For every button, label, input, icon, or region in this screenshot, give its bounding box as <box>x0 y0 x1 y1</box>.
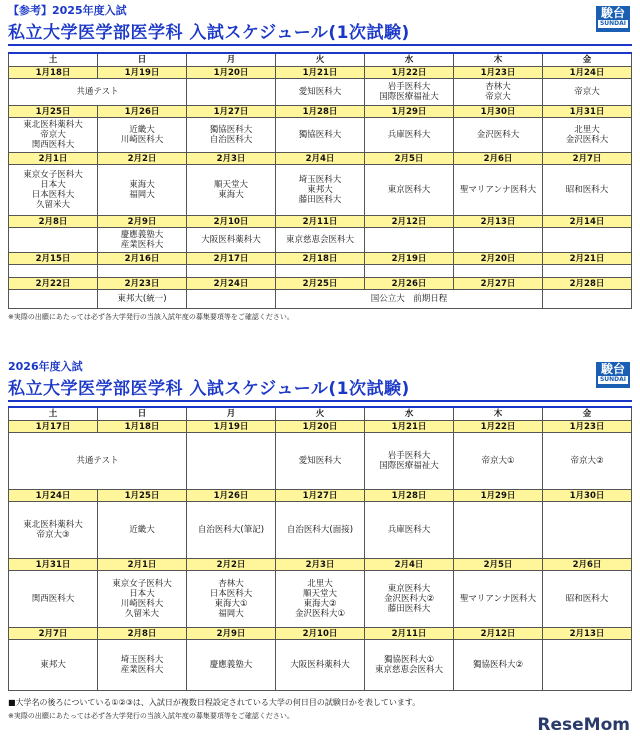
date-cell: 1月22日 <box>365 67 454 79</box>
exam-cell <box>9 165 98 216</box>
date-cell: 2月7日 <box>9 628 98 640</box>
exam-cell <box>365 265 454 278</box>
weekday-header: 月 <box>187 407 276 421</box>
university-name: 兵庫医科大 <box>387 525 431 535</box>
exam-cell <box>543 165 632 216</box>
university-name: 慶應義塾大 <box>120 230 164 240</box>
date-cell: 1月26日 <box>187 490 276 502</box>
exam-cell <box>9 265 98 278</box>
university-name: 帝京大 <box>40 130 66 140</box>
date-cell: 1月28日 <box>365 490 454 502</box>
exam-cell <box>543 228 632 253</box>
date-cell: 2月20日 <box>454 253 543 265</box>
university-name: 獨協医科大 <box>209 125 253 135</box>
university-name: 日本医科大 <box>31 190 75 200</box>
exam-cell <box>9 502 98 559</box>
university-name: 北里大 <box>307 579 333 589</box>
date-cell: 2月1日 <box>9 153 98 165</box>
university-name: 帝京大 <box>485 92 511 102</box>
date-cell: 1月26日 <box>98 106 187 118</box>
weekday-header: 日 <box>98 53 187 67</box>
university-name: 共通テスト <box>76 87 119 97</box>
university-name: 昭和医科大 <box>565 594 609 604</box>
exam-cell <box>543 79 632 106</box>
exam-cell <box>276 118 365 153</box>
date-cell: 1月19日 <box>187 421 276 433</box>
date-cell: 1月17日 <box>9 421 98 433</box>
note-2026: ※実際の出願にあたっては必ず各大学発行の当該入試年度の募集要項等をご確認ください。 <box>8 712 294 720</box>
university-name: 帝京大① <box>481 456 515 466</box>
date-cell: 2月3日 <box>276 559 365 571</box>
date-cell: 1月29日 <box>365 106 454 118</box>
date-cell: 2月13日 <box>454 216 543 228</box>
exam-cell <box>187 433 276 490</box>
weekday-header: 火 <box>276 407 365 421</box>
university-name: 東京女子医科大 <box>112 579 172 589</box>
exam-cell <box>98 502 187 559</box>
date-cell: 1月23日 <box>454 67 543 79</box>
weekday-header: 火 <box>276 53 365 67</box>
exam-cell <box>365 640 454 691</box>
date-cell: 2月4日 <box>276 153 365 165</box>
exam-cell <box>187 502 276 559</box>
exam-cell <box>187 118 276 153</box>
university-name: 東京慈恵会医科大 <box>285 235 354 245</box>
university-name: 川崎医科大 <box>120 599 164 609</box>
university-name: 東邦大 <box>40 660 66 670</box>
university-name: 藤田医科大 <box>298 195 342 205</box>
date-cell: 2月9日 <box>187 628 276 640</box>
exam-cell <box>543 290 632 309</box>
date-cell: 1月22日 <box>454 421 543 433</box>
date-cell: 1月30日 <box>543 490 632 502</box>
university-name: 関西医科大 <box>31 140 75 150</box>
university-name: 岩手医科大 <box>387 82 431 92</box>
date-cell: 1月21日 <box>365 421 454 433</box>
university-name: 大阪医科薬科大 <box>290 660 350 670</box>
date-cell: 1月27日 <box>187 106 276 118</box>
date-cell: 2月21日 <box>543 253 632 265</box>
exam-cell <box>276 290 543 309</box>
date-cell: 2月9日 <box>98 216 187 228</box>
exam-cell <box>543 433 632 490</box>
date-cell: 2月3日 <box>187 153 276 165</box>
exam-cell <box>454 502 543 559</box>
university-name: 自治医科大 <box>209 135 253 145</box>
weekday-header: 金 <box>543 53 632 67</box>
title-2026: 私立大学医学部医学科 入試スケジュール(1次試験) <box>8 379 410 399</box>
university-name: 金沢医科大② <box>383 594 435 604</box>
date-cell: 2月5日 <box>365 153 454 165</box>
university-name: 自治医科大(筆記) <box>197 525 265 535</box>
university-name: 東北医科薬科大 <box>23 120 83 130</box>
exam-cell <box>9 640 98 691</box>
exam-cell <box>454 265 543 278</box>
university-name: 東京医科大 <box>387 185 431 195</box>
date-cell: 1月24日 <box>543 67 632 79</box>
date-cell: 1月31日 <box>9 559 98 571</box>
date-cell: 2月2日 <box>98 153 187 165</box>
date-cell: 2月22日 <box>9 278 98 290</box>
exam-cell <box>98 165 187 216</box>
date-cell: 2月16日 <box>98 253 187 265</box>
exam-cell <box>276 640 365 691</box>
date-cell: 1月19日 <box>98 67 187 79</box>
date-cell: 2月13日 <box>543 628 632 640</box>
date-cell: 1月27日 <box>276 490 365 502</box>
exam-cell <box>276 571 365 628</box>
date-cell: 2月8日 <box>98 628 187 640</box>
exam-cell <box>454 118 543 153</box>
exam-cell <box>276 433 365 490</box>
exam-cell <box>543 118 632 153</box>
exam-cell <box>276 502 365 559</box>
university-name: 兵庫医科大 <box>387 130 431 140</box>
date-cell: 2月7日 <box>543 153 632 165</box>
university-name: 慶應義塾大 <box>209 660 253 670</box>
university-name: 東海大 <box>218 190 244 200</box>
date-cell: 2月6日 <box>543 559 632 571</box>
date-cell: 2月19日 <box>365 253 454 265</box>
date-cell: 2月4日 <box>365 559 454 571</box>
exam-cell <box>187 265 276 278</box>
pre-label-2025: 【参考】2025年度入試 <box>8 4 127 17</box>
university-name: 聖マリアンナ医科大 <box>459 185 537 195</box>
university-name: 金沢医科大① <box>294 609 346 619</box>
university-name: 杏林大 <box>218 579 244 589</box>
exam-cell <box>187 640 276 691</box>
date-cell: 2月6日 <box>454 153 543 165</box>
university-name: 自治医科大(面接) <box>286 525 354 535</box>
date-cell: 2月12日 <box>365 216 454 228</box>
university-name: 順天堂大 <box>213 180 248 190</box>
university-name: 埼玉医科大 <box>120 655 164 665</box>
exam-cell <box>187 228 276 253</box>
date-cell: 2月11日 <box>276 216 365 228</box>
schedule-2025 <box>8 2 632 322</box>
exam-cell <box>9 290 98 309</box>
exam-cell <box>9 571 98 628</box>
weekday-header: 土 <box>9 53 98 67</box>
exam-cell <box>365 118 454 153</box>
exam-cell <box>543 640 632 691</box>
university-name: 帝京大② <box>570 456 604 466</box>
university-name: 川崎医科大 <box>120 135 164 145</box>
university-name: 近畿大 <box>129 525 155 535</box>
resemom-watermark: ReseMom <box>537 715 630 735</box>
sundai-logo: 駿台 SUNDAI <box>596 362 630 388</box>
university-name: 愛知医科大 <box>298 456 342 466</box>
exam-cell <box>543 502 632 559</box>
date-cell: 1月18日 <box>98 421 187 433</box>
exam-cell <box>276 79 365 106</box>
weekday-header: 土 <box>9 407 98 421</box>
date-cell: 1月25日 <box>9 106 98 118</box>
exam-cell <box>454 228 543 253</box>
weekday-header: 木 <box>454 407 543 421</box>
exam-cell <box>9 228 98 253</box>
date-cell: 2月14日 <box>543 216 632 228</box>
weekday-header: 金 <box>543 407 632 421</box>
schedule-table-2025 <box>8 52 632 309</box>
exam-cell <box>454 79 543 106</box>
exam-cell <box>454 571 543 628</box>
exam-cell <box>98 571 187 628</box>
date-cell: 2月1日 <box>98 559 187 571</box>
date-cell: 2月28日 <box>543 278 632 290</box>
university-name: 東北医科薬科大 <box>23 520 83 530</box>
university-name: 近畿大 <box>129 125 155 135</box>
university-name: 獨協医科大① <box>383 655 435 665</box>
date-cell: 2月18日 <box>276 253 365 265</box>
university-name: 国際医療福祉大 <box>379 92 439 102</box>
date-cell: 1月20日 <box>187 67 276 79</box>
university-name: 岩手医科大 <box>387 451 431 461</box>
exam-cell <box>98 640 187 691</box>
exam-cell <box>98 118 187 153</box>
exam-cell <box>98 228 187 253</box>
date-cell: 1月28日 <box>276 106 365 118</box>
exam-cell <box>365 79 454 106</box>
exam-cell <box>276 265 365 278</box>
university-name: 藤田医科大 <box>387 604 431 614</box>
date-cell: 2月26日 <box>365 278 454 290</box>
exam-cell <box>187 165 276 216</box>
date-cell: 2月12日 <box>454 628 543 640</box>
weekday-header: 月 <box>187 53 276 67</box>
exam-cell <box>98 265 187 278</box>
university-name: 産業医科大 <box>120 240 164 250</box>
exam-cell <box>543 571 632 628</box>
schedule-2026 <box>8 358 632 721</box>
university-name: 帝京大③ <box>36 530 70 540</box>
date-cell: 2月10日 <box>187 216 276 228</box>
weekday-header: 日 <box>98 407 187 421</box>
university-name: 東海大② <box>303 599 337 609</box>
university-name: 獨協医科大 <box>298 130 342 140</box>
weekday-header: 木 <box>454 53 543 67</box>
university-name: 金沢医科大 <box>476 130 520 140</box>
university-name: 国際医療福祉大 <box>379 461 439 471</box>
exam-cell <box>365 433 454 490</box>
university-name: 東邦大(統一) <box>117 294 167 304</box>
weekday-header: 水 <box>365 407 454 421</box>
date-cell: 1月25日 <box>98 490 187 502</box>
university-name: 愛知医科大 <box>298 87 342 97</box>
schedule-table-2026 <box>8 406 632 691</box>
date-cell: 2月8日 <box>9 216 98 228</box>
exam-cell <box>276 165 365 216</box>
date-cell: 2月17日 <box>187 253 276 265</box>
note-2025: ※実際の出願にあたっては必ず各大学発行の当該入試年度の募集要項等をご確認ください。 <box>8 313 294 321</box>
university-name: 金沢医科大 <box>565 135 609 145</box>
date-cell: 1月24日 <box>9 490 98 502</box>
university-name: 東海大 <box>129 180 155 190</box>
date-cell: 2月24日 <box>187 278 276 290</box>
exam-cell <box>365 228 454 253</box>
exam-cell <box>9 79 187 106</box>
exam-cell <box>187 571 276 628</box>
date-cell: 1月31日 <box>543 106 632 118</box>
date-cell: 2月27日 <box>454 278 543 290</box>
university-name: 東海大① <box>214 599 248 609</box>
university-name: 関西医科大 <box>31 594 75 604</box>
exam-cell <box>98 290 187 309</box>
date-cell: 1月29日 <box>454 490 543 502</box>
exam-cell <box>9 118 98 153</box>
university-name: 産業医科大 <box>120 665 164 675</box>
date-cell: 1月21日 <box>276 67 365 79</box>
university-name: 日本医科大 <box>209 589 253 599</box>
university-name: 聖マリアンナ医科大 <box>459 594 537 604</box>
exam-cell <box>454 640 543 691</box>
university-name: 順天堂大 <box>302 589 337 599</box>
date-cell: 1月18日 <box>9 67 98 79</box>
exam-cell <box>543 265 632 278</box>
university-name: 日本大 <box>40 180 66 190</box>
date-cell: 1月20日 <box>276 421 365 433</box>
weekday-header: 水 <box>365 53 454 67</box>
university-name: 東邦大 <box>307 185 333 195</box>
university-name: 昭和医科大 <box>565 185 609 195</box>
university-name: 共通テスト <box>76 456 119 466</box>
university-name: 国公立大 前期日程 <box>370 294 448 304</box>
date-cell: 2月15日 <box>9 253 98 265</box>
title-2025: 私立大学医学部医学科 入試スケジュール(1次試験) <box>8 23 410 43</box>
university-name: 日本大 <box>129 589 155 599</box>
date-cell: 1月23日 <box>543 421 632 433</box>
university-name: 北里大 <box>574 125 600 135</box>
date-cell: 1月30日 <box>454 106 543 118</box>
exam-cell <box>365 571 454 628</box>
exam-cell <box>365 165 454 216</box>
university-name: 福岡大 <box>218 609 244 619</box>
exam-cell <box>276 228 365 253</box>
exam-cell <box>454 165 543 216</box>
university-name: 東京医科大 <box>387 584 431 594</box>
legend-2026: ■大学名の後ろについている①②③は、入試日が複数日程設定されている大学の何日目の試験日かを表しています。 <box>8 698 421 707</box>
date-cell: 2月23日 <box>98 278 187 290</box>
university-name: 獨協医科大② <box>472 660 524 670</box>
university-name: 埼玉医科大 <box>298 175 342 185</box>
university-name: 東京慈恵会医科大 <box>374 665 443 675</box>
date-cell: 2月2日 <box>187 559 276 571</box>
date-cell: 2月25日 <box>276 278 365 290</box>
university-name: 久留米大 <box>124 609 159 619</box>
university-name: 久留米大 <box>35 200 70 210</box>
date-cell: 2月5日 <box>454 559 543 571</box>
exam-cell <box>187 290 276 309</box>
university-name: 福岡大 <box>129 190 155 200</box>
exam-cell <box>365 502 454 559</box>
pre-label-2026: 2026年度入試 <box>8 360 83 373</box>
university-name: 東京女子医科大 <box>23 170 83 180</box>
date-cell: 2月11日 <box>365 628 454 640</box>
sundai-logo: 駿台 SUNDAI <box>596 6 630 32</box>
university-name: 大阪医科薬科大 <box>201 235 261 245</box>
date-cell: 2月10日 <box>276 628 365 640</box>
exam-cell <box>9 433 187 490</box>
exam-cell <box>454 433 543 490</box>
exam-cell <box>187 79 276 106</box>
university-name: 帝京大 <box>574 87 600 97</box>
university-name: 杏林大 <box>485 82 511 92</box>
